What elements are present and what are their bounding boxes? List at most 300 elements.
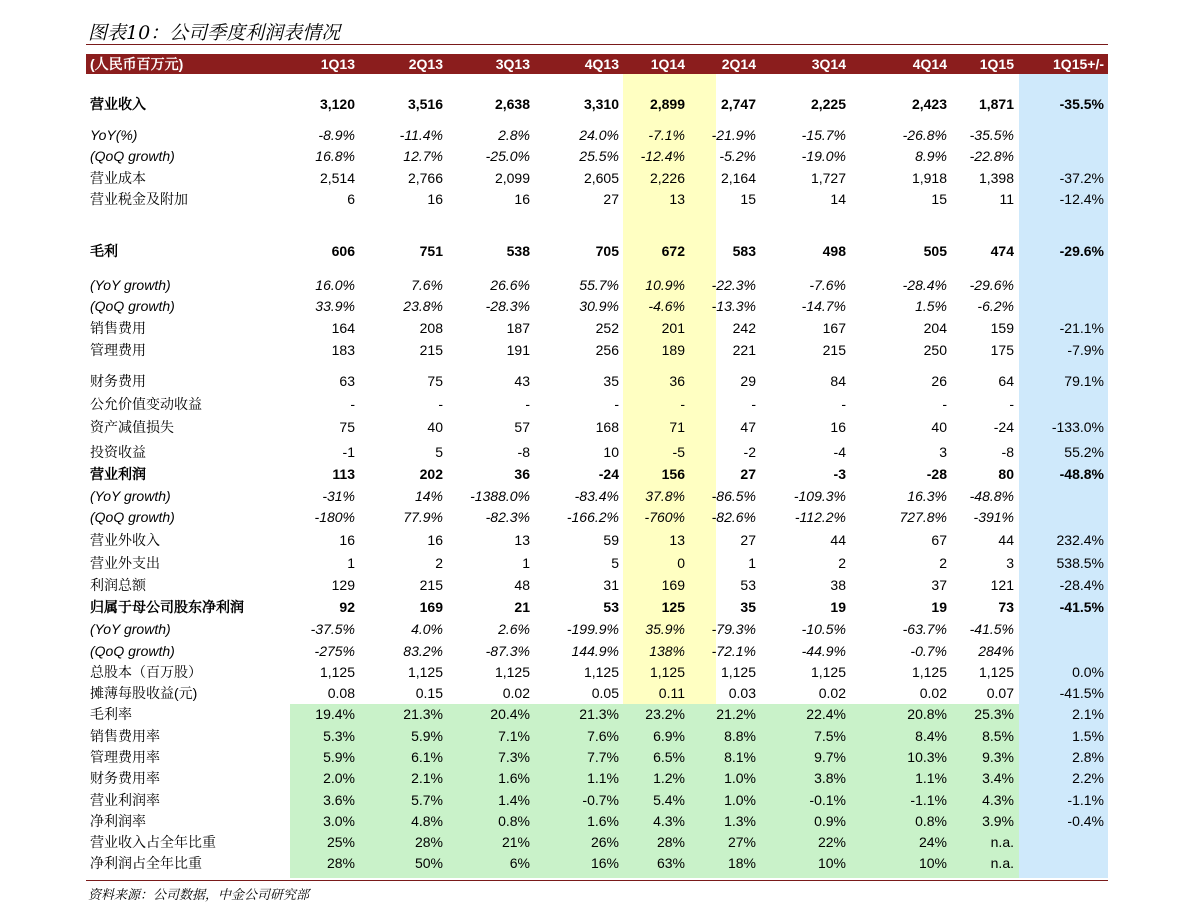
- row-label: 财务费用率: [90, 770, 160, 786]
- row-label: 毛利: [90, 243, 118, 259]
- table-cell: -4.6%: [648, 298, 685, 314]
- table-cell: -7.9%: [1067, 342, 1104, 358]
- table-cell: 4.8%: [411, 813, 443, 829]
- row-label: 公允价值变动收益: [90, 396, 202, 412]
- table-cell: -12.4%: [640, 148, 685, 164]
- row-label: 毛利率: [90, 706, 132, 722]
- table-cell: -22.3%: [711, 277, 756, 293]
- row-label: 资产减值损失: [90, 419, 174, 435]
- table-row: [86, 341, 1108, 361]
- table-cell: 0.8%: [915, 813, 947, 829]
- table-cell: -19.0%: [801, 148, 846, 164]
- table-cell: 164: [331, 320, 355, 336]
- table-cell: 16: [514, 191, 530, 207]
- row-label: 归属于母公司股东净利润: [90, 599, 244, 615]
- row-label: 营业利润率: [90, 792, 160, 808]
- table-cell: -44.9%: [801, 643, 846, 659]
- row-label: 管理费用: [90, 342, 146, 358]
- table-cell: 2,899: [649, 96, 685, 112]
- table-cell: -: [614, 396, 619, 412]
- table-cell: 705: [595, 243, 619, 259]
- table-cell: -7.1%: [648, 127, 685, 143]
- table-cell: 67: [931, 532, 947, 548]
- table-cell: -11.4%: [399, 127, 443, 143]
- table-cell: 3.4%: [982, 770, 1014, 786]
- table-cell: 1,125: [583, 664, 619, 680]
- table-cell: -: [438, 396, 443, 412]
- table-cell: 75: [427, 373, 443, 389]
- header-col: 3Q14: [811, 56, 846, 72]
- table-cell: 169: [419, 599, 443, 615]
- table-cell: -37.2%: [1059, 170, 1104, 186]
- table-cell: 498: [822, 243, 846, 259]
- table-row: [86, 812, 1108, 832]
- table-cell: 14: [830, 191, 846, 207]
- table-cell: 44: [998, 532, 1014, 548]
- table-cell: -8: [1001, 444, 1014, 460]
- row-label: (QoQ growth): [90, 509, 175, 525]
- table-cell: 5.9%: [411, 728, 443, 744]
- table-cell: 28%: [656, 834, 685, 850]
- table-cell: 50%: [414, 855, 443, 871]
- table-cell: 26%: [590, 834, 619, 850]
- table-cell: 2,099: [494, 170, 530, 186]
- table-cell: 16.0%: [315, 277, 355, 293]
- table-row: [86, 684, 1108, 704]
- table-cell: -4: [833, 444, 846, 460]
- table-cell: 156: [661, 466, 685, 482]
- table-cell: -5.2%: [719, 148, 756, 164]
- header-unit-label: (人民币百万元): [90, 56, 184, 72]
- table-cell: -10.5%: [801, 621, 846, 637]
- table-row: [86, 242, 1108, 262]
- table-cell: 3: [1006, 555, 1014, 571]
- table-cell: 6: [347, 191, 355, 207]
- table-row: [86, 465, 1108, 485]
- table-cell: 73: [998, 599, 1014, 615]
- table-cell: 83.2%: [403, 643, 443, 659]
- table-cell: 0.03: [728, 685, 756, 701]
- table-cell: 27: [603, 191, 619, 207]
- table-cell: -: [1009, 396, 1014, 412]
- table-row: [86, 748, 1108, 768]
- table-cell: 2,164: [720, 170, 756, 186]
- table-cell: 3,516: [407, 96, 443, 112]
- table-cell: -2: [743, 444, 756, 460]
- table-cell: n.a.: [990, 855, 1014, 871]
- table-cell: 1,727: [810, 170, 846, 186]
- row-label: 销售费用率: [90, 728, 160, 744]
- table-cell: 92: [339, 599, 355, 615]
- table-cell: 21.3%: [403, 706, 443, 722]
- table-cell: -22.8%: [969, 148, 1014, 164]
- header-col: 4Q13: [584, 56, 619, 72]
- table-cell: -: [350, 396, 355, 412]
- table-cell: -6.2%: [977, 298, 1014, 314]
- table-row: [86, 190, 1108, 210]
- table-cell: 0.9%: [814, 813, 846, 829]
- table-cell: 1.6%: [587, 813, 619, 829]
- table-cell: 125: [661, 599, 685, 615]
- table-cell: -112.2%: [794, 509, 846, 525]
- table-row: [86, 554, 1108, 574]
- table-cell: 2.2%: [1072, 770, 1104, 786]
- table-row: [86, 418, 1108, 438]
- table-row: [86, 319, 1108, 339]
- table-cell: 1,125: [720, 664, 756, 680]
- table-row: [86, 642, 1108, 662]
- table-cell: 19: [830, 599, 846, 615]
- table-cell: 24.0%: [579, 127, 619, 143]
- table-cell: 27: [740, 466, 756, 482]
- table-cell: 1: [522, 555, 530, 571]
- table-cell: 48: [514, 577, 530, 593]
- table-cell: 18%: [727, 855, 756, 871]
- table-cell: 33.9%: [315, 298, 355, 314]
- table-cell: -133.0%: [1051, 419, 1104, 435]
- table-cell: -199.9%: [566, 621, 619, 637]
- table-row: [86, 508, 1108, 528]
- table-cell: 24%: [918, 834, 947, 850]
- table-cell: -28: [926, 466, 947, 482]
- table-cell: 0.11: [658, 685, 685, 701]
- table-cell: 11: [999, 191, 1014, 207]
- table-cell: -391%: [973, 509, 1014, 525]
- table-cell: 28%: [414, 834, 443, 850]
- header-col: 2Q14: [721, 56, 756, 72]
- table-cell: -48.8%: [969, 488, 1014, 504]
- table-cell: 6.5%: [653, 749, 685, 765]
- table-cell: 187: [506, 320, 530, 336]
- table-cell: 2.1%: [411, 770, 443, 786]
- table-cell: -28.4%: [1059, 577, 1104, 593]
- table-cell: 16%: [590, 855, 619, 871]
- table-cell: -1.1%: [1067, 792, 1104, 808]
- table-cell: 672: [661, 243, 685, 259]
- table-cell: 3.6%: [323, 792, 355, 808]
- row-label: 净利润占全年比重: [90, 855, 202, 871]
- table-cell: -35.5%: [969, 127, 1014, 143]
- table-cell: 36: [669, 373, 685, 389]
- table-cell: 1.2%: [653, 770, 685, 786]
- table-cell: 1.0%: [724, 792, 756, 808]
- row-label: 营业成本: [90, 170, 146, 186]
- table-cell: 2.6%: [498, 621, 530, 637]
- table-cell: 1.5%: [915, 298, 947, 314]
- table-cell: -21.9%: [711, 127, 756, 143]
- table-row: [86, 791, 1108, 811]
- table-cell: 64: [998, 373, 1014, 389]
- table-cell: 129: [331, 577, 355, 593]
- table-cell: -: [525, 396, 530, 412]
- table-cell: 6.1%: [411, 749, 443, 765]
- table-cell: -7.6%: [809, 277, 846, 293]
- table-cell: 35: [603, 373, 619, 389]
- table-cell: 27%: [727, 834, 756, 850]
- table-cell: 0.02: [919, 685, 947, 701]
- table-cell: -109.3%: [793, 488, 846, 504]
- table-cell: -166.2%: [566, 509, 619, 525]
- table-cell: 232.4%: [1056, 532, 1104, 548]
- table-cell: -37.5%: [310, 621, 355, 637]
- table-cell: -180%: [314, 509, 355, 525]
- table-cell: 2.0%: [323, 770, 355, 786]
- table-row: [86, 705, 1108, 725]
- table-cell: 606: [331, 243, 355, 259]
- table-cell: -82.6%: [711, 509, 756, 525]
- table-cell: 727.8%: [899, 509, 947, 525]
- table-cell: 1,125: [494, 664, 530, 680]
- table-cell: -0.1%: [809, 792, 846, 808]
- table-cell: 19.4%: [315, 706, 355, 722]
- table-cell: -72.1%: [711, 643, 756, 659]
- table-row: [86, 576, 1108, 596]
- table-cell: 23.2%: [645, 706, 685, 722]
- table-cell: -8: [517, 444, 530, 460]
- header-col: 1Q15+/-: [1053, 56, 1104, 72]
- table-cell: 474: [990, 243, 1014, 259]
- table-cell: 10%: [918, 855, 947, 871]
- table-cell: -24: [993, 419, 1014, 435]
- table-cell: 7.7%: [587, 749, 619, 765]
- table-cell: 2.8%: [498, 127, 530, 143]
- table-cell: 183: [331, 342, 355, 358]
- table-cell: 13: [514, 532, 530, 548]
- table-cell: 5.4%: [653, 792, 685, 808]
- table-row: [86, 169, 1108, 189]
- table-cell: 3.9%: [982, 813, 1014, 829]
- table-cell: 4.0%: [411, 621, 443, 637]
- table-cell: -87.3%: [485, 643, 530, 659]
- table-cell: -28.4%: [902, 277, 947, 293]
- table-row: [86, 95, 1108, 115]
- table-cell: 2,766: [407, 170, 443, 186]
- table-cell: -1.1%: [910, 792, 947, 808]
- table-cell: 2.8%: [1072, 749, 1104, 765]
- table-cell: 250: [923, 342, 947, 358]
- table-cell: 2,514: [319, 170, 355, 186]
- table-cell: -15.7%: [801, 127, 846, 143]
- table-cell: 1.4%: [498, 792, 530, 808]
- table-cell: 2,605: [583, 170, 619, 186]
- table-cell: 5.3%: [323, 728, 355, 744]
- row-label: 销售费用: [90, 320, 146, 336]
- table-cell: 215: [419, 577, 443, 593]
- table-cell: 256: [595, 342, 619, 358]
- table-cell: 7.5%: [814, 728, 846, 744]
- table-cell: 80: [998, 466, 1014, 482]
- table-cell: 8.5%: [982, 728, 1014, 744]
- table-cell: 37.8%: [645, 488, 685, 504]
- page-title: 图表10：公司季度利润表情况: [88, 22, 341, 44]
- table-cell: -760%: [644, 509, 685, 525]
- table-cell: 0.8%: [498, 813, 530, 829]
- table-cell: 2: [939, 555, 947, 571]
- header-col: 1Q15: [979, 56, 1014, 72]
- income-statement-table: [86, 54, 1108, 878]
- table-cell: 12.7%: [403, 148, 443, 164]
- table-cell: 22.4%: [806, 706, 846, 722]
- table-cell: 29: [740, 373, 756, 389]
- row-label: 管理费用率: [90, 749, 160, 765]
- table-cell: 9.7%: [814, 749, 846, 765]
- table-cell: -13.3%: [711, 298, 756, 314]
- table-cell: -5: [672, 444, 685, 460]
- table-cell: 7.1%: [498, 728, 530, 744]
- table-row: [86, 297, 1108, 317]
- source-note: 资料来源：公司数据，中金公司研究部: [88, 888, 310, 903]
- table-row: [86, 276, 1108, 296]
- row-label: (YoY growth): [90, 277, 171, 293]
- row-label: 利润总额: [90, 577, 146, 593]
- table-cell: 3.8%: [814, 770, 846, 786]
- table-cell: 84: [830, 373, 846, 389]
- table-cell: 1,871: [978, 96, 1014, 112]
- table-cell: -48.8%: [1059, 466, 1104, 482]
- table-cell: 16: [830, 419, 846, 435]
- table-cell: 20.8%: [907, 706, 947, 722]
- table-cell: 0.0%: [1072, 664, 1104, 680]
- table-cell: 3.0%: [323, 813, 355, 829]
- table-cell: 751: [419, 243, 443, 259]
- row-label: (QoQ growth): [90, 643, 175, 659]
- table-cell: 0.02: [818, 685, 846, 701]
- table-cell: 25.5%: [579, 148, 619, 164]
- table-cell: 191: [506, 342, 530, 358]
- table-cell: -79.3%: [711, 621, 756, 637]
- table-cell: -3: [833, 466, 846, 482]
- table-cell: 79.1%: [1064, 373, 1104, 389]
- table-cell: 1: [347, 555, 355, 571]
- table-header: [86, 54, 1108, 74]
- table-cell: 1.1%: [587, 770, 619, 786]
- table-cell: 16: [427, 191, 443, 207]
- table-cell: 0.05: [591, 685, 619, 701]
- table-cell: -26.8%: [902, 127, 947, 143]
- row-label: 财务费用: [90, 373, 146, 389]
- title-divider: [86, 44, 1108, 45]
- table-cell: 113: [332, 466, 355, 482]
- table-cell: 8.4%: [915, 728, 947, 744]
- row-label: 摊薄每股收益(元): [90, 685, 198, 701]
- table-cell: -8.9%: [318, 127, 355, 143]
- table-cell: 16: [427, 532, 443, 548]
- table-row: [86, 854, 1108, 874]
- table-row: [86, 598, 1108, 618]
- table-cell: 1,125: [319, 664, 355, 680]
- table-cell: 16.8%: [315, 148, 355, 164]
- table-cell: 221: [732, 342, 756, 358]
- table-cell: -: [680, 396, 685, 412]
- table-cell: 167: [822, 320, 846, 336]
- table-cell: 31: [603, 577, 619, 593]
- table-cell: -31%: [322, 488, 355, 504]
- table-cell: 25.3%: [974, 706, 1014, 722]
- table-cell: 35: [740, 599, 756, 615]
- table-cell: 8.9%: [915, 148, 947, 164]
- table-row: [86, 395, 1108, 415]
- row-label: 总股本（百万股）: [90, 664, 202, 680]
- table-cell: 1.1%: [915, 770, 947, 786]
- table-cell: 201: [661, 320, 685, 336]
- table-cell: 138%: [649, 643, 685, 659]
- table-cell: 175: [990, 342, 1014, 358]
- table-cell: -41.5%: [1059, 685, 1104, 701]
- header-col: 3Q13: [495, 56, 530, 72]
- table-cell: -: [942, 396, 947, 412]
- table-cell: 7.3%: [498, 749, 530, 765]
- table-cell: 26.6%: [490, 277, 530, 293]
- table-cell: 6%: [509, 855, 530, 871]
- row-label: 营业税金及附加: [90, 191, 188, 207]
- table-cell: 27: [740, 532, 756, 548]
- table-cell: 26: [931, 373, 947, 389]
- header-col: 1Q14: [650, 56, 685, 72]
- table-cell: 538: [506, 243, 530, 259]
- table-cell: -1: [342, 444, 355, 460]
- table-cell: 22%: [817, 834, 846, 850]
- table-cell: 63: [339, 373, 355, 389]
- table-cell: 53: [603, 599, 619, 615]
- table-cell: 16.3%: [907, 488, 947, 504]
- table-cell: 1: [748, 555, 756, 571]
- table-cell: 13: [669, 532, 685, 548]
- table-cell: 40: [931, 419, 947, 435]
- row-label: (YoY growth): [90, 488, 171, 504]
- row-label: (QoQ growth): [90, 298, 175, 314]
- table-cell: 0.08: [327, 685, 355, 701]
- table-cell: 40: [427, 419, 443, 435]
- table-cell: 14%: [414, 488, 443, 504]
- table-cell: 1.6%: [498, 770, 530, 786]
- table-cell: -24: [598, 466, 619, 482]
- table-cell: 204: [923, 320, 947, 336]
- table-cell: -28.3%: [485, 298, 530, 314]
- header-col: 1Q13: [320, 56, 355, 72]
- table-cell: -12.4%: [1059, 191, 1104, 207]
- table-cell: 63%: [656, 855, 685, 871]
- table-cell: 28%: [326, 855, 355, 871]
- table-cell: 16: [339, 532, 355, 548]
- table-cell: 2.1%: [1072, 706, 1104, 722]
- table-cell: 2,747: [720, 96, 756, 112]
- table-cell: 10.9%: [645, 277, 685, 293]
- table-cell: 3,120: [319, 96, 355, 112]
- table-cell: 10: [603, 444, 619, 460]
- table-cell: 5: [611, 555, 619, 571]
- table-cell: -14.7%: [801, 298, 846, 314]
- table-row: [86, 443, 1108, 463]
- table-cell: 1,398: [978, 170, 1014, 186]
- table-cell: -0.7%: [910, 643, 947, 659]
- table-row: [86, 620, 1108, 640]
- table-cell: 242: [732, 320, 756, 336]
- table-cell: 1.0%: [724, 770, 756, 786]
- table-cell: 55.2%: [1064, 444, 1104, 460]
- table-cell: 2,423: [911, 96, 947, 112]
- table-cell: 23.8%: [403, 298, 443, 314]
- table-cell: 1,125: [407, 664, 443, 680]
- table-cell: 1.5%: [1072, 728, 1104, 744]
- table-cell: 538.5%: [1056, 555, 1104, 571]
- table-cell: 159: [990, 320, 1014, 336]
- table-cell: 35.9%: [645, 621, 685, 637]
- row-label: (QoQ growth): [90, 148, 175, 164]
- table-cell: 37: [931, 577, 947, 593]
- table-cell: 21.2%: [716, 706, 756, 722]
- table-cell: 15: [931, 191, 947, 207]
- table-cell: 4.3%: [982, 792, 1014, 808]
